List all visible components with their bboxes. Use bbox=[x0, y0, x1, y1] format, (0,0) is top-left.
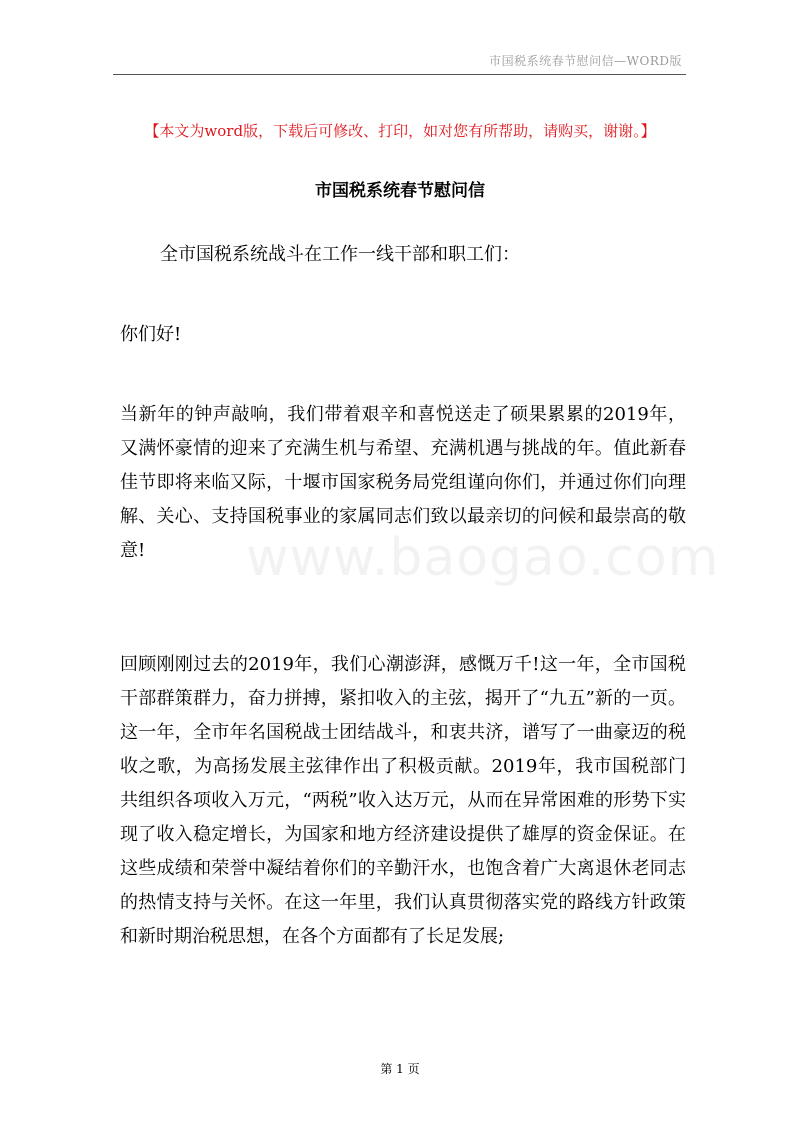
document-title: 市国税系统春节慰问信 bbox=[315, 181, 485, 201]
running-header: 市国税系统春节慰问信—WORD版 bbox=[489, 54, 682, 68]
page-number: 第 1 页 bbox=[380, 1062, 420, 1076]
paragraph-1: 当新年的钟声敲响，我们带着艰辛和喜悦送走了硕果累累的2019年，又满怀豪情的迎来了充满生机与希望、充满机遇与挑战的年。值此新春佳节即将来临又际，十堰市国家税务局党组谨向你们，并通过你们向理解、关心、支持国税事业的家属同志们致以最亲切的问候和最崇高的敬意! bbox=[120, 404, 686, 561]
greeting: 你们好! bbox=[120, 324, 182, 345]
salutation: 全市国税系统战斗在工作一线干部和职工们： bbox=[160, 244, 520, 265]
purchase-notice: 【本文为word版，下载后可修改、打印，如对您有所帮助，请购买，谢谢。】 bbox=[144, 122, 656, 140]
paragraph-2: 回顾刚刚过去的2019年，我们心潮澎湃，感慨万千!这一年，全市国税干部群策群力，奋力拼搏，紧扣收入的主弦，揭开了“九五”新的一页。这一年，全市年名国税战士团结战斗，和衷共济，谱写了一曲豪迈的税收之歌，为高扬发展主弦律作出了积极贡献。2019年，我市国税部门共组织各项收入万元，“两税”收入达万元，从而在异常困难的形势下实现了收入稳定增长，为国家和地方经济建设提供了雄厚的资金保证。在这些成绩和荣誉中凝结着你们的辛勤汗水，也饱含着广大离退休老同志的热情支持与关怀。在这一年里，我们认真贯彻落实党的路线方针政策和新时期治税思想，在各个方面都有了长足发展; bbox=[120, 654, 686, 947]
header-rule bbox=[113, 74, 686, 75]
watermark: www.baogao.com bbox=[246, 528, 720, 588]
